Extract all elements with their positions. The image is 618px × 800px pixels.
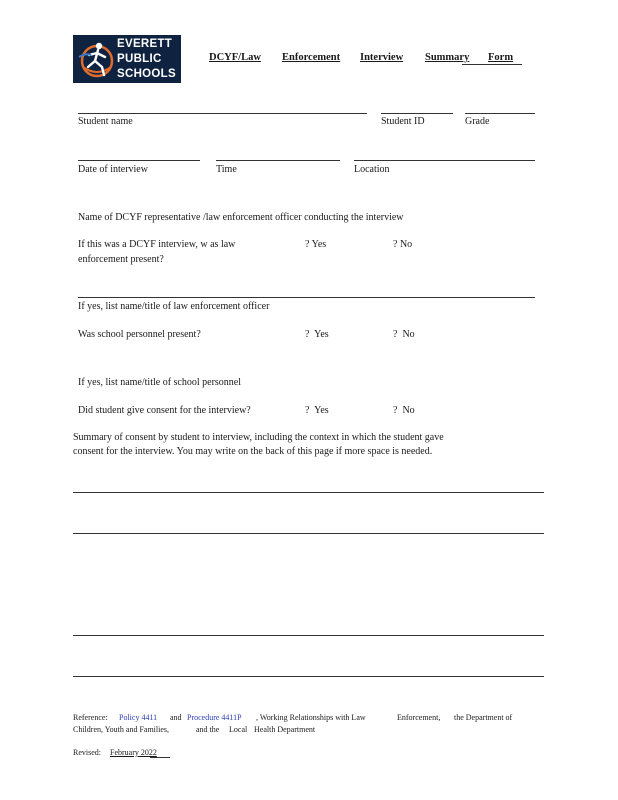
student-name-line[interactable] xyxy=(78,113,367,114)
title-word-1: DCYF/Law xyxy=(209,52,261,63)
revised-label: Revised: xyxy=(73,748,101,757)
q2-no-option[interactable]: ? No xyxy=(393,329,415,340)
summary-line-3[interactable] xyxy=(73,635,544,636)
q3-label: Did student give consent for the interview? xyxy=(78,405,251,416)
dcyf-rep-label: Name of DCYF representative /law enforcement officer conducting the interview xyxy=(78,212,404,223)
date-label: Date of interview xyxy=(78,164,148,175)
school-personnel-label: If yes, list name/title of school personnel xyxy=(78,377,242,388)
q1-no-option[interactable]: ? No xyxy=(393,239,413,250)
checkbox-icon: ? xyxy=(393,405,398,416)
title-underline xyxy=(462,64,522,65)
reference-text-7: Health Department xyxy=(254,725,316,734)
q2-yes-option[interactable]: ? Yes xyxy=(305,329,329,340)
policy-link[interactable]: Policy 4411 xyxy=(119,713,158,722)
title-word-5: Form xyxy=(488,52,514,63)
time-line[interactable] xyxy=(216,160,340,161)
logo-line-3: SCHOOLS xyxy=(117,68,176,80)
student-name-label: Student name xyxy=(78,116,133,127)
q1-label-line1: If this was a DCYF interview, w as law xyxy=(78,239,236,250)
q1-label-line2: enforcement present? xyxy=(78,254,164,265)
q2-label: Was school personnel present? xyxy=(78,329,201,340)
checkbox-icon: ? xyxy=(393,239,398,250)
summary-line-2[interactable] xyxy=(73,533,544,534)
location-line[interactable] xyxy=(354,160,535,161)
title-word-3: Interview xyxy=(360,52,404,63)
checkbox-icon: ? xyxy=(305,405,310,416)
title-word-4: Summary xyxy=(425,52,470,63)
reference-text-1: , Working Relationships with Law xyxy=(256,713,366,722)
checkbox-icon: ? xyxy=(393,329,398,340)
revised-underline xyxy=(150,757,170,758)
reference-label: Reference: xyxy=(73,713,108,722)
le-officer-label: If yes, list name/title of law enforcement officer xyxy=(78,301,270,312)
summary-instructions-1: Summary of consent by student to interview, including the context in which the student gave xyxy=(73,432,444,443)
grade-label: Grade xyxy=(465,116,490,127)
summary-line-1[interactable] xyxy=(73,492,544,493)
procedure-link[interactable]: Procedure 4411P xyxy=(187,713,242,722)
checkbox-icon: ? xyxy=(305,329,310,340)
district-logo xyxy=(73,35,181,83)
reference-text-6: Local xyxy=(229,725,248,734)
logo-line-1: EVERETT xyxy=(117,38,173,50)
time-label: Time xyxy=(216,164,237,175)
reference-text-5: and the xyxy=(196,725,220,734)
reference-and: and xyxy=(170,713,182,722)
reference-text-4: Children, Youth and Families, xyxy=(73,725,170,734)
summary-instructions-2: consent for the interview. You may write on the back of this page if more space is needed. xyxy=(73,446,433,457)
reference-text-3: the Department of xyxy=(454,713,513,722)
checkbox-icon: ? xyxy=(305,239,310,250)
runner-globe-icon xyxy=(75,37,119,81)
revised-date: February 2022 xyxy=(110,748,157,757)
reference-text-2: Enforcement, xyxy=(397,713,441,722)
grade-line[interactable] xyxy=(465,113,535,114)
le-officer-line[interactable] xyxy=(78,297,535,298)
student-id-line[interactable] xyxy=(381,113,453,114)
location-label: Location xyxy=(354,164,390,175)
summary-line-4[interactable] xyxy=(73,676,544,677)
q3-no-option[interactable]: ? No xyxy=(393,405,415,416)
q1-yes-option[interactable]: ? Yes xyxy=(305,239,327,250)
logo-line-2: PUBLIC xyxy=(117,53,162,65)
date-line[interactable] xyxy=(78,160,200,161)
q3-yes-option[interactable]: ? Yes xyxy=(305,405,329,416)
student-id-label: Student ID xyxy=(381,116,425,127)
title-word-2: Enforcement xyxy=(282,52,341,63)
